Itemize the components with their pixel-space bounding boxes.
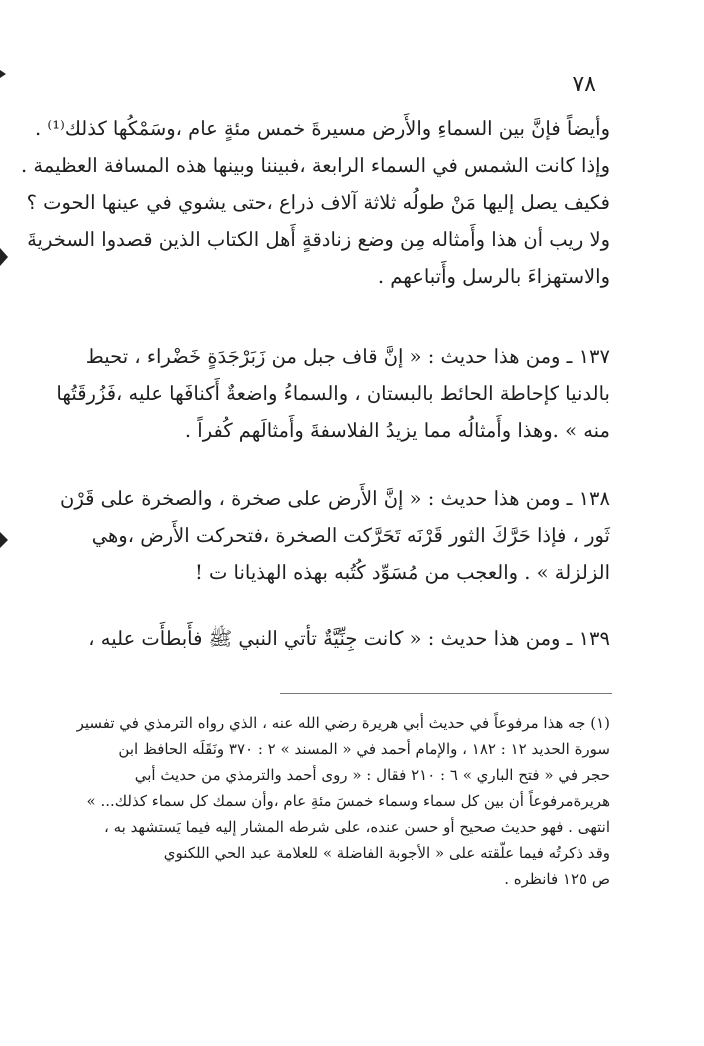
footnote	[76, 710, 610, 892]
paragraph-intro	[20, 110, 610, 295]
footnote-line: حجر في « فتح الباري » ٦ : ٢١٠ فقال : « روى أحمد والترمذي من حديث أبي	[134, 766, 610, 784]
footnote-line: هريرةمرفوعاً أن بين كل سماء وسماء خمسَ مئةِ عام ،وأن سمك كل سماء كذلك... »	[86, 792, 610, 810]
footnote-divider	[280, 693, 612, 694]
text-line: الزلزلة » . والعجب من مُسَوِّد كُتُبه بهذه الهذيانا ت !	[194, 561, 610, 584]
paragraph-hadith-139	[88, 620, 610, 657]
text-line: منه » .وهذا وأَمثالُه مما يزيدُ الفلاسفةَ وأَمثالَهم كُفراً .	[184, 419, 610, 442]
text-line: وأيضاً فإنَّ بين السماءِ والأَرض مسيرةَ خمس مئةٍ عام ،وسَمْكُها كذلك⁽¹⁾ .	[35, 117, 610, 140]
text-line: والاستهزاءَ بالرسل وأَتباعهم .	[377, 265, 610, 288]
page-edge-mark	[0, 248, 8, 266]
page-edge-mark	[0, 70, 6, 78]
text-line: ولا ريب أن هذا وأَمثاله مِن وضع زنادقةٍ أَهل الكتاب الذين قصدوا السخريةَ	[27, 228, 610, 251]
page-edge-mark	[0, 532, 8, 548]
text-line: ١٣٧ ـ ومن هذا حديث : « إنَّ قاف جبل من زَبَرْجَدَةٍ خَضْراء ، تحيط	[85, 345, 610, 368]
text-line: بالدنيا كإحاطة الحائط بالبستان ، والسماءُ واضعةٌ أَكنافَها عليه ،فَزُرقَتُها	[56, 382, 610, 405]
footnote-line: سورة الحديد ١٢ : ١٨٢ ، والإمام أحمد في « المسند » ٢ : ٣٧٠ ونَقَلَه الحافظ ابن	[118, 740, 610, 758]
paragraph-hadith-138	[60, 480, 610, 591]
footnote-line: وقد ذكرتُه فيما علّقته على « الأجوبة الفاضلة » للعلامة عبد الحي اللكنوي	[163, 844, 610, 862]
text-line: فكيف يصل إليها مَنْ طولُه ثلاثة آلاف ذراع ،حتى يشوي في عينها الحوت ؟	[26, 191, 610, 214]
footnote-line: (١) جه هذا مرفوعاً في حديث أبي هريرة رضي الله عنه ، الذي رواه الترمذي في تفسير	[76, 714, 610, 732]
paragraph-hadith-137	[56, 338, 610, 449]
text-line: ١٣٨ ـ ومن هذا حديث : « إنَّ الأَرض على صخرة ، والصخرة على قَرْن	[60, 487, 610, 510]
text-line: ثَور ، فإذا حَرَّكَ الثور قَرْنَه تَحَرَّكت الصخرة ،فتحركت الأَرض ،وهي	[91, 524, 610, 547]
text-line: ١٣٩ ـ ومن هذا حديث : « كانت جِنِّيَّةٌ تأتي النبي ﷺ فأَبطأَت عليه ،	[88, 627, 610, 650]
text-line: وإذا كانت الشمس في السماء الرابعة ،فبيننا وبينها هذه المسافة العظيمة .	[20, 154, 610, 177]
footnote-line: ص ١٢٥ فانظره .	[504, 870, 610, 888]
page-number: ٧٨	[572, 72, 596, 97]
footnote-line: انتهى . فهو حديث صحيح أو حسن عنده، على شرطه المشار إليه فيما يَستشهد به ،	[103, 818, 610, 836]
